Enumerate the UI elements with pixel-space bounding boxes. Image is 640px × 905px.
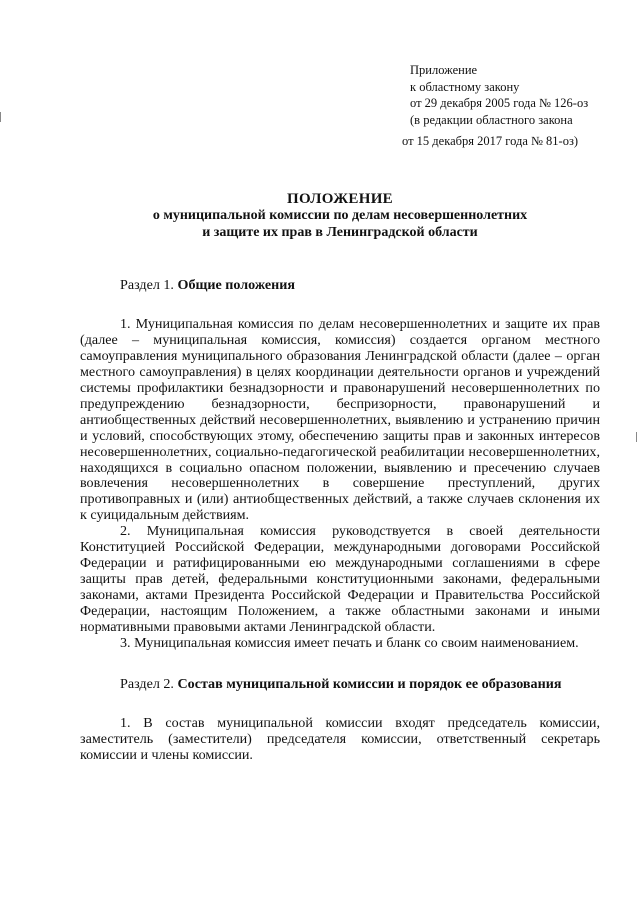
title-subtitle-line-2: и защите их прав в Ленинградской области <box>202 224 478 240</box>
scan-margin-mark <box>636 432 637 442</box>
section-2-title: Состав муниципальной комиссии и порядок ее образования <box>177 675 562 692</box>
appendix-line: (в редакции областного закона <box>410 112 573 127</box>
section-1-paragraph-3: 3. Муниципальная комиссия имеет печать и бланк со своим наименованием. <box>120 635 579 652</box>
title-main: ПОЛОЖЕНИЕ <box>287 191 393 207</box>
appendix-line: от 15 декабря 2017 года № 81-оз) <box>402 134 579 148</box>
section-2-heading <box>80 677 600 693</box>
appendix-line: к областному закону <box>410 79 520 94</box>
appendix-line: от 29 декабря 2005 года № 126-оз <box>410 96 589 110</box>
section-1-title: Общие положения <box>177 277 296 293</box>
section-1-heading <box>80 278 600 294</box>
document-body <box>80 278 600 764</box>
section-2-prefix: Раздел 2. <box>120 675 178 692</box>
title-subtitle-line-1: о муниципальной комиссии по делам несовершеннолетних <box>152 208 528 223</box>
section-1-paragraph-1: 1. Муниципальная комиссия по делам несовершеннолетних и защите их прав (далее – муниципальная комиссия, комиссия) создается органом местного самоуправления муниципального образования Ленинградской области (далее – орган местного самоуправления) в целях координации деятельности органов и учреждений системы профилактики безнадзорности и правонарушений несовершеннолетних по предупреждению безнадзорности, беспризорности, правонарушений и антиобщественных действий несовершеннолетних, выявлению и устранению причин и условий, способствующих этому, обеспечению защиты прав и законных интересов несовершеннолетних, социально-педагогической реабилитации несовершеннолетних, находящихся в социально опасном положении, выявлению и пресечению случаев вовлечения несовершеннолетних в совершение преступлений, других противоправных и (или) антиобщественных действий, а также случаев склонения их к суицидальным действиям. <box>80 315 600 524</box>
section-1-paragraph-2: 2. Муниципальная комиссия руководствуется в своей деятельности Конституцией Российской Федерации, международными договорами Российской Федерации и ратифицированными ею международными соглашениями в сфере защиты прав детей, федеральными конституционными законами, федеральными законами, актами Президента Российской Федерации и Правительства Российской Федерации, настоящим Положением, а также областными законами и иными нормативными правовыми актами Ленинградской области. <box>80 523 600 636</box>
appendix-line: Приложение <box>410 63 478 77</box>
appendix-note <box>402 62 589 150</box>
section-1-prefix: Раздел 1. <box>120 277 178 293</box>
document-title <box>80 190 600 241</box>
scan-margin-mark <box>0 112 1 122</box>
section-2-paragraph-1: 1. В состав муниципальной комиссии входят председатель комиссии, заместитель (заместители) председателя комиссии, ответственный секретарь комиссии и члены комиссии. <box>80 714 600 763</box>
